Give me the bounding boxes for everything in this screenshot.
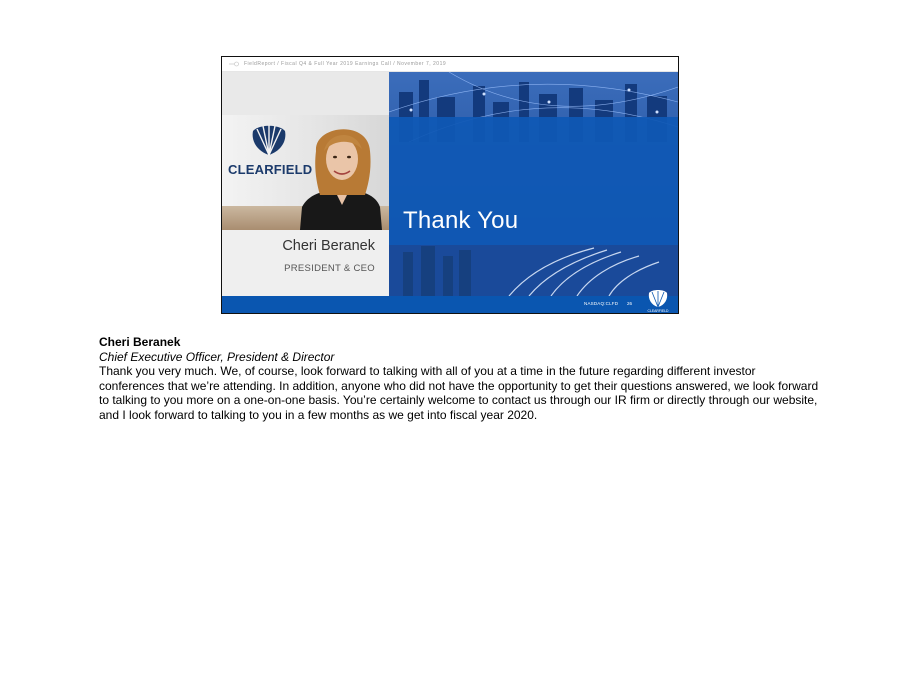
transcript-block bbox=[99, 335, 819, 422]
header-logo-icon bbox=[229, 61, 239, 67]
slide-header bbox=[222, 57, 678, 72]
slide-speaker-title: PRESIDENT & CEO bbox=[284, 263, 375, 274]
slide-header-text: FieldReport / Fiscal Q4 & Full Year 2019 Earnings Call / November 7, 2019 bbox=[244, 61, 447, 67]
badge-wordmark: CLEARFIELD bbox=[647, 309, 669, 313]
speaker-photo bbox=[222, 115, 389, 230]
slide-speaker-name: Cheri Beranek bbox=[282, 238, 375, 254]
clearfield-badge-logo bbox=[638, 279, 678, 313]
speaker-name-panel bbox=[222, 230, 389, 296]
transcript-body: Thank you very much. We, of course, look forward to talking with all of you at a time in the future regarding different investor conferences that we’re attending. In addition, anyone who did not have the opportunity to get their questions answered, we look forward to talking to you more on a one-on-one basis. You’re certainly welcome to contact us through our IR firm or directly through our website, and I look forward to talking to you in a few months as we get into fiscal year 2020. bbox=[99, 364, 819, 422]
slide-page-number: 26 bbox=[627, 301, 633, 306]
transcript-speaker-name: Cheri Beranek bbox=[99, 335, 181, 349]
transcript-speaker-role: Chief Executive Officer, President & Director bbox=[99, 350, 335, 364]
slide-headline: Thank You bbox=[403, 207, 519, 234]
city-background-image bbox=[389, 72, 678, 296]
ticker-label: NASDAQ:CLFD bbox=[584, 301, 619, 306]
presentation-slide bbox=[221, 56, 679, 314]
logo-wordmark: CLEARFIELD bbox=[228, 162, 313, 177]
speaker-portrait bbox=[222, 115, 389, 230]
left-top-panel bbox=[222, 72, 389, 115]
